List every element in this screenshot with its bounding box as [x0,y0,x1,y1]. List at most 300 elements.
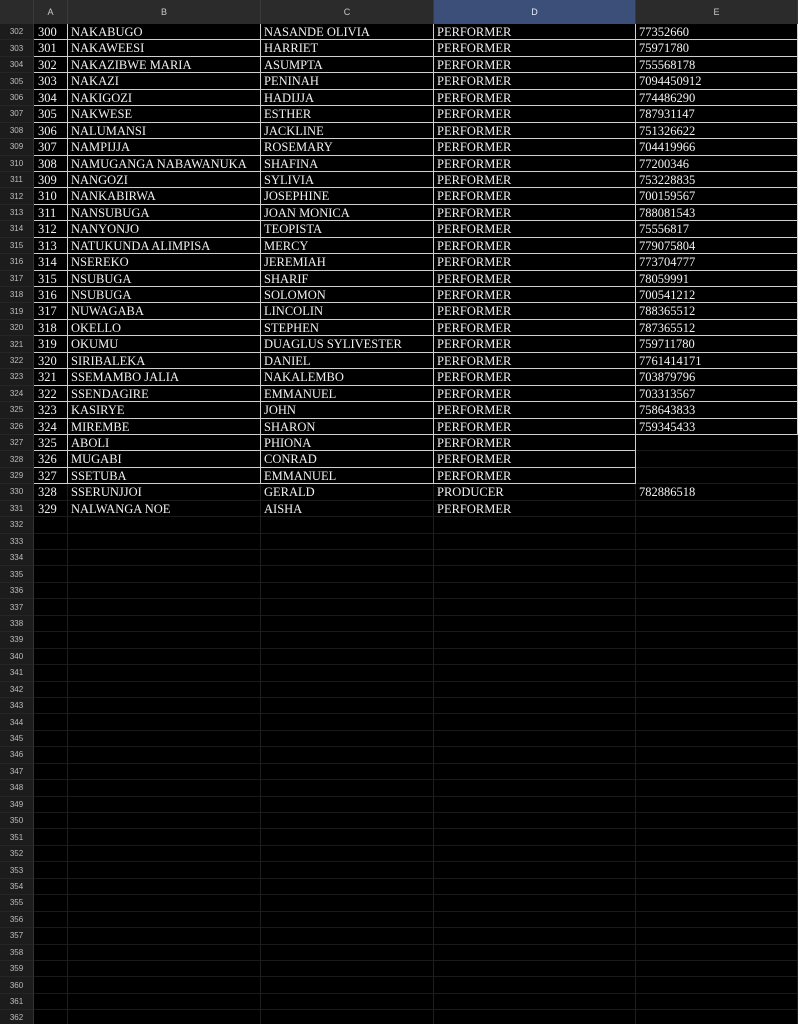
row-number[interactable]: 351 [0,829,34,845]
row-number[interactable]: 361 [0,994,34,1010]
cell-c[interactable] [261,928,434,944]
cell-a[interactable]: 300 [34,24,68,40]
row-number[interactable]: 317 [0,271,34,287]
cell-d[interactable]: PERFORMER [434,369,636,385]
cell-b[interactable] [68,747,261,763]
cell-c[interactable]: SOLOMON [261,287,434,303]
row-number[interactable]: 339 [0,632,34,648]
cell-d[interactable]: PERFORMER [434,205,636,221]
cell-e[interactable] [636,813,798,829]
cell-e[interactable] [636,534,798,550]
cell-d[interactable] [434,599,636,615]
cell-e[interactable]: 755568178 [636,57,798,73]
row-number[interactable]: 314 [0,221,34,237]
cell-a[interactable]: 317 [34,303,68,319]
cell-a[interactable]: 308 [34,156,68,172]
cell-d[interactable]: PERFORMER [434,238,636,254]
cell-b[interactable] [68,928,261,944]
cell-b[interactable] [68,895,261,911]
cell-d[interactable]: PERFORMER [434,188,636,204]
cell-a[interactable]: 323 [34,402,68,418]
cell-e[interactable]: 774486290 [636,90,798,106]
cell-e[interactable]: 7761414171 [636,353,798,369]
cell-e[interactable] [636,846,798,862]
row-number[interactable]: 354 [0,879,34,895]
row-number[interactable]: 307 [0,106,34,122]
row-number[interactable]: 362 [0,1010,34,1024]
cell-b[interactable]: ABOLI [68,435,261,451]
cell-d[interactable] [434,517,636,533]
row-number[interactable]: 333 [0,534,34,550]
cell-e[interactable]: 787931147 [636,106,798,122]
cell-b[interactable] [68,632,261,648]
cell-c[interactable] [261,599,434,615]
cell-c[interactable]: CONRAD [261,451,434,467]
cell-b[interactable]: MIREMBE [68,419,261,435]
row-number[interactable]: 302 [0,24,34,40]
cell-d[interactable] [434,747,636,763]
cell-e[interactable]: 77200346 [636,156,798,172]
cell-c[interactable]: SHARON [261,419,434,435]
row-number[interactable]: 353 [0,862,34,878]
cell-e[interactable]: 77352660 [636,24,798,40]
cell-c[interactable]: DUAGLUS SYLIVESTER [261,336,434,352]
cell-e[interactable] [636,912,798,928]
column-header-d[interactable]: D [434,0,636,24]
cell-a[interactable] [34,977,68,993]
cell-c[interactable]: ESTHER [261,106,434,122]
cell-c[interactable] [261,862,434,878]
cell-c[interactable] [261,731,434,747]
cell-c[interactable] [261,829,434,845]
cell-b[interactable] [68,698,261,714]
row-number[interactable]: 330 [0,484,34,500]
row-number[interactable]: 325 [0,402,34,418]
cell-e[interactable] [636,895,798,911]
cell-c[interactable] [261,912,434,928]
cell-d[interactable] [434,862,636,878]
cell-b[interactable]: SSERUNJJOI [68,484,261,500]
cell-c[interactable] [261,517,434,533]
row-number[interactable]: 318 [0,287,34,303]
cell-d[interactable] [434,731,636,747]
cell-d[interactable] [434,846,636,862]
cell-e[interactable] [636,517,798,533]
cell-a[interactable] [34,731,68,747]
cell-b[interactable]: NAKABUGO [68,24,261,40]
cell-d[interactable] [434,583,636,599]
cell-e[interactable]: 700159567 [636,188,798,204]
cell-b[interactable]: NAKIGOZI [68,90,261,106]
cell-d[interactable] [434,994,636,1010]
cell-c[interactable] [261,698,434,714]
cell-a[interactable] [34,698,68,714]
cell-b[interactable] [68,566,261,582]
cell-b[interactable] [68,764,261,780]
cell-a[interactable] [34,747,68,763]
cell-b[interactable] [68,1010,261,1024]
cell-d[interactable]: PERFORMER [434,57,636,73]
cell-c[interactable]: NAKALEMBO [261,369,434,385]
cell-c[interactable]: JOAN MONICA [261,205,434,221]
cell-e[interactable] [636,780,798,796]
cell-d[interactable]: PERFORMER [434,402,636,418]
cell-c[interactable]: GERALD [261,484,434,500]
cell-c[interactable]: STEPHEN [261,320,434,336]
cell-c[interactable] [261,1010,434,1024]
cell-a[interactable]: 319 [34,336,68,352]
cell-a[interactable] [34,895,68,911]
cell-c[interactable] [261,895,434,911]
cell-b[interactable]: NALUMANSI [68,123,261,139]
row-number[interactable]: 308 [0,123,34,139]
cell-a[interactable]: 325 [34,435,68,451]
cell-d[interactable]: PERFORMER [434,435,636,451]
cell-c[interactable]: AISHA [261,501,434,517]
cell-a[interactable]: 320 [34,353,68,369]
cell-a[interactable] [34,945,68,961]
cell-c[interactable] [261,616,434,632]
cell-e[interactable] [636,566,798,582]
row-number[interactable]: 329 [0,468,34,484]
row-number[interactable]: 303 [0,40,34,56]
cell-e[interactable] [636,649,798,665]
cell-a[interactable]: 314 [34,254,68,270]
row-number[interactable]: 358 [0,945,34,961]
cell-c[interactable] [261,534,434,550]
cell-c[interactable]: MERCY [261,238,434,254]
cell-e[interactable]: 700541212 [636,287,798,303]
row-number[interactable]: 336 [0,583,34,599]
cell-d[interactable]: PERFORMER [434,73,636,89]
cell-c[interactable] [261,994,434,1010]
cell-c[interactable]: DANIEL [261,353,434,369]
cell-b[interactable]: NUWAGABA [68,303,261,319]
cell-b[interactable] [68,534,261,550]
cell-e[interactable] [636,994,798,1010]
cell-b[interactable] [68,682,261,698]
cell-a[interactable] [34,879,68,895]
row-number[interactable]: 347 [0,764,34,780]
cell-b[interactable]: NSUBUGA [68,271,261,287]
cell-e[interactable] [636,829,798,845]
cell-d[interactable]: PERFORMER [434,123,636,139]
cell-e[interactable] [636,714,798,730]
cell-e[interactable] [636,977,798,993]
column-header-a[interactable]: A [34,0,68,24]
cell-d[interactable]: PRODUCER [434,484,636,500]
cell-a[interactable] [34,912,68,928]
cell-a[interactable] [34,550,68,566]
cell-a[interactable]: 326 [34,451,68,467]
cell-a[interactable]: 321 [34,369,68,385]
cell-e[interactable] [636,583,798,599]
cell-a[interactable] [34,599,68,615]
cell-e[interactable]: 759711780 [636,336,798,352]
cell-e[interactable] [636,797,798,813]
cell-d[interactable]: PERFORMER [434,320,636,336]
row-number[interactable]: 306 [0,90,34,106]
cell-a[interactable]: 328 [34,484,68,500]
cell-c[interactable]: ASUMPTA [261,57,434,73]
row-number[interactable]: 357 [0,928,34,944]
cell-d[interactable] [434,879,636,895]
cell-e[interactable]: 78059991 [636,271,798,287]
cell-d[interactable]: PERFORMER [434,90,636,106]
cell-c[interactable] [261,714,434,730]
cell-a[interactable]: 301 [34,40,68,56]
cell-c[interactable] [261,879,434,895]
cell-c[interactable]: JOSEPHINE [261,188,434,204]
cell-e[interactable] [636,665,798,681]
cell-a[interactable]: 309 [34,172,68,188]
cell-d[interactable] [434,665,636,681]
cell-e[interactable] [636,945,798,961]
cell-a[interactable]: 306 [34,123,68,139]
cell-e[interactable] [636,698,798,714]
cell-a[interactable]: 329 [34,501,68,517]
cell-e[interactable]: 788081543 [636,205,798,221]
row-number[interactable]: 328 [0,451,34,467]
cell-b[interactable]: NALWANGA NOE [68,501,261,517]
row-number[interactable]: 352 [0,846,34,862]
cell-c[interactable]: SHAFINA [261,156,434,172]
cell-a[interactable] [34,829,68,845]
cell-e[interactable] [636,747,798,763]
cell-c[interactable]: SYLIVIA [261,172,434,188]
cell-a[interactable] [34,846,68,862]
cell-d[interactable] [434,714,636,730]
cell-d[interactable]: PERFORMER [434,271,636,287]
cell-d[interactable]: PERFORMER [434,172,636,188]
cell-e[interactable]: 788365512 [636,303,798,319]
cell-c[interactable] [261,632,434,648]
cell-d[interactable] [434,616,636,632]
cell-d[interactable]: PERFORMER [434,451,636,467]
cell-c[interactable] [261,550,434,566]
cell-c[interactable] [261,665,434,681]
cell-b[interactable]: SSEMAMBO JALIA [68,369,261,385]
cell-c[interactable]: JOHN [261,402,434,418]
cell-a[interactable] [34,928,68,944]
cell-d[interactable]: PERFORMER [434,139,636,155]
cell-a[interactable]: 318 [34,320,68,336]
cell-e[interactable]: 703313567 [636,386,798,402]
cell-b[interactable]: NATUKUNDA ALIMPISA [68,238,261,254]
cell-d[interactable] [434,534,636,550]
cell-b[interactable]: NSUBUGA [68,287,261,303]
row-number[interactable]: 335 [0,566,34,582]
cell-a[interactable] [34,714,68,730]
cell-d[interactable] [434,764,636,780]
row-number[interactable]: 309 [0,139,34,155]
cell-c[interactable]: TEOPISTA [261,221,434,237]
cell-a[interactable] [34,780,68,796]
cell-b[interactable] [68,649,261,665]
select-all-corner[interactable] [0,0,34,24]
cell-c[interactable] [261,682,434,698]
cell-e[interactable] [636,862,798,878]
cell-a[interactable]: 307 [34,139,68,155]
cell-d[interactable]: PERFORMER [434,353,636,369]
cell-e[interactable]: 75556817 [636,221,798,237]
cell-a[interactable] [34,616,68,632]
row-number[interactable]: 341 [0,665,34,681]
cell-d[interactable] [434,649,636,665]
cell-b[interactable]: NANGOZI [68,172,261,188]
cell-d[interactable] [434,682,636,698]
cell-a[interactable]: 304 [34,90,68,106]
cell-a[interactable]: 313 [34,238,68,254]
cell-a[interactable]: 303 [34,73,68,89]
cell-a[interactable] [34,797,68,813]
row-number[interactable]: 338 [0,616,34,632]
cell-d[interactable]: PERFORMER [434,287,636,303]
cell-c[interactable] [261,977,434,993]
cell-d[interactable] [434,797,636,813]
row-number[interactable]: 305 [0,73,34,89]
cell-b[interactable] [68,780,261,796]
cell-e[interactable] [636,928,798,944]
cell-c[interactable] [261,747,434,763]
cell-b[interactable] [68,912,261,928]
cell-e[interactable]: 753228835 [636,172,798,188]
cell-b[interactable] [68,550,261,566]
cell-b[interactable]: NAMUGANGA NABAWANUKA [68,156,261,172]
cell-c[interactable] [261,649,434,665]
cell-e[interactable]: 7094450912 [636,73,798,89]
cell-e[interactable]: 779075804 [636,238,798,254]
cell-b[interactable]: NSEREKO [68,254,261,270]
cell-c[interactable]: HADIJJA [261,90,434,106]
cell-e[interactable]: 773704777 [636,254,798,270]
cell-d[interactable] [434,912,636,928]
cell-b[interactable]: OKUMU [68,336,261,352]
cell-e[interactable] [636,451,798,467]
row-number[interactable]: 312 [0,188,34,204]
cell-b[interactable] [68,583,261,599]
cell-e[interactable] [636,764,798,780]
row-number[interactable]: 326 [0,419,34,435]
row-number[interactable]: 324 [0,386,34,402]
cell-a[interactable] [34,632,68,648]
cell-b[interactable]: NAKWESE [68,106,261,122]
row-number[interactable]: 322 [0,353,34,369]
row-number[interactable]: 359 [0,961,34,977]
cell-c[interactable]: PHIONA [261,435,434,451]
cell-e[interactable]: 759345433 [636,419,798,435]
cell-b[interactable] [68,714,261,730]
cell-b[interactable]: SIRIBALEKA [68,353,261,369]
cell-c[interactable]: HARRIET [261,40,434,56]
cell-b[interactable]: NAKAZIBWE MARIA [68,57,261,73]
cell-d[interactable]: PERFORMER [434,40,636,56]
cell-b[interactable]: NAKAWEESI [68,40,261,56]
row-number[interactable]: 343 [0,698,34,714]
cell-d[interactable]: PERFORMER [434,336,636,352]
cell-c[interactable] [261,583,434,599]
column-header-e[interactable]: E [636,0,798,24]
cell-d[interactable] [434,977,636,993]
row-number[interactable]: 315 [0,238,34,254]
cell-b[interactable]: NANSUBUGA [68,205,261,221]
cell-d[interactable]: PERFORMER [434,221,636,237]
cell-e[interactable]: 782886518 [636,484,798,500]
cell-b[interactable] [68,599,261,615]
cell-d[interactable] [434,829,636,845]
cell-e[interactable]: 787365512 [636,320,798,336]
cell-b[interactable] [68,862,261,878]
cell-e[interactable] [636,616,798,632]
cell-d[interactable]: PERFORMER [434,303,636,319]
cell-c[interactable] [261,566,434,582]
cell-d[interactable] [434,1010,636,1024]
cell-b[interactable]: NAKAZI [68,73,261,89]
cell-d[interactable]: PERFORMER [434,106,636,122]
row-number[interactable]: 342 [0,682,34,698]
cell-c[interactable] [261,961,434,977]
cell-e[interactable] [636,731,798,747]
row-number[interactable]: 319 [0,303,34,319]
cell-b[interactable] [68,731,261,747]
cell-a[interactable] [34,862,68,878]
cell-b[interactable] [68,616,261,632]
cell-d[interactable] [434,961,636,977]
cell-c[interactable]: JACKLINE [261,123,434,139]
cell-c[interactable]: LINCOLIN [261,303,434,319]
cell-b[interactable]: OKELLO [68,320,261,336]
row-number[interactable]: 304 [0,57,34,73]
cell-e[interactable]: 75971780 [636,40,798,56]
cell-c[interactable] [261,797,434,813]
row-number[interactable]: 346 [0,747,34,763]
cell-a[interactable]: 315 [34,271,68,287]
row-number[interactable]: 355 [0,895,34,911]
cell-a[interactable] [34,665,68,681]
row-number[interactable]: 332 [0,517,34,533]
cell-e[interactable] [636,1010,798,1024]
row-number[interactable]: 316 [0,254,34,270]
cell-d[interactable] [434,632,636,648]
cell-d[interactable] [434,928,636,944]
row-number[interactable]: 356 [0,912,34,928]
row-number[interactable]: 310 [0,156,34,172]
cell-a[interactable]: 327 [34,468,68,484]
cell-e[interactable] [636,682,798,698]
cell-d[interactable]: PERFORMER [434,156,636,172]
row-number[interactable]: 327 [0,435,34,451]
cell-e[interactable]: 751326622 [636,123,798,139]
cell-e[interactable]: 758643833 [636,402,798,418]
cell-c[interactable] [261,846,434,862]
cell-b[interactable]: NANKABIRWA [68,188,261,204]
cell-a[interactable]: 312 [34,221,68,237]
cell-e[interactable] [636,501,798,517]
cell-e[interactable] [636,550,798,566]
row-number[interactable]: 334 [0,550,34,566]
row-number[interactable]: 321 [0,336,34,352]
cell-a[interactable] [34,813,68,829]
row-number[interactable]: 344 [0,714,34,730]
row-number[interactable]: 313 [0,205,34,221]
cell-c[interactable]: EMMANUEL [261,468,434,484]
cell-a[interactable]: 316 [34,287,68,303]
cell-e[interactable] [636,468,798,484]
cell-a[interactable] [34,764,68,780]
cell-a[interactable]: 311 [34,205,68,221]
row-number[interactable]: 323 [0,369,34,385]
cell-a[interactable] [34,534,68,550]
